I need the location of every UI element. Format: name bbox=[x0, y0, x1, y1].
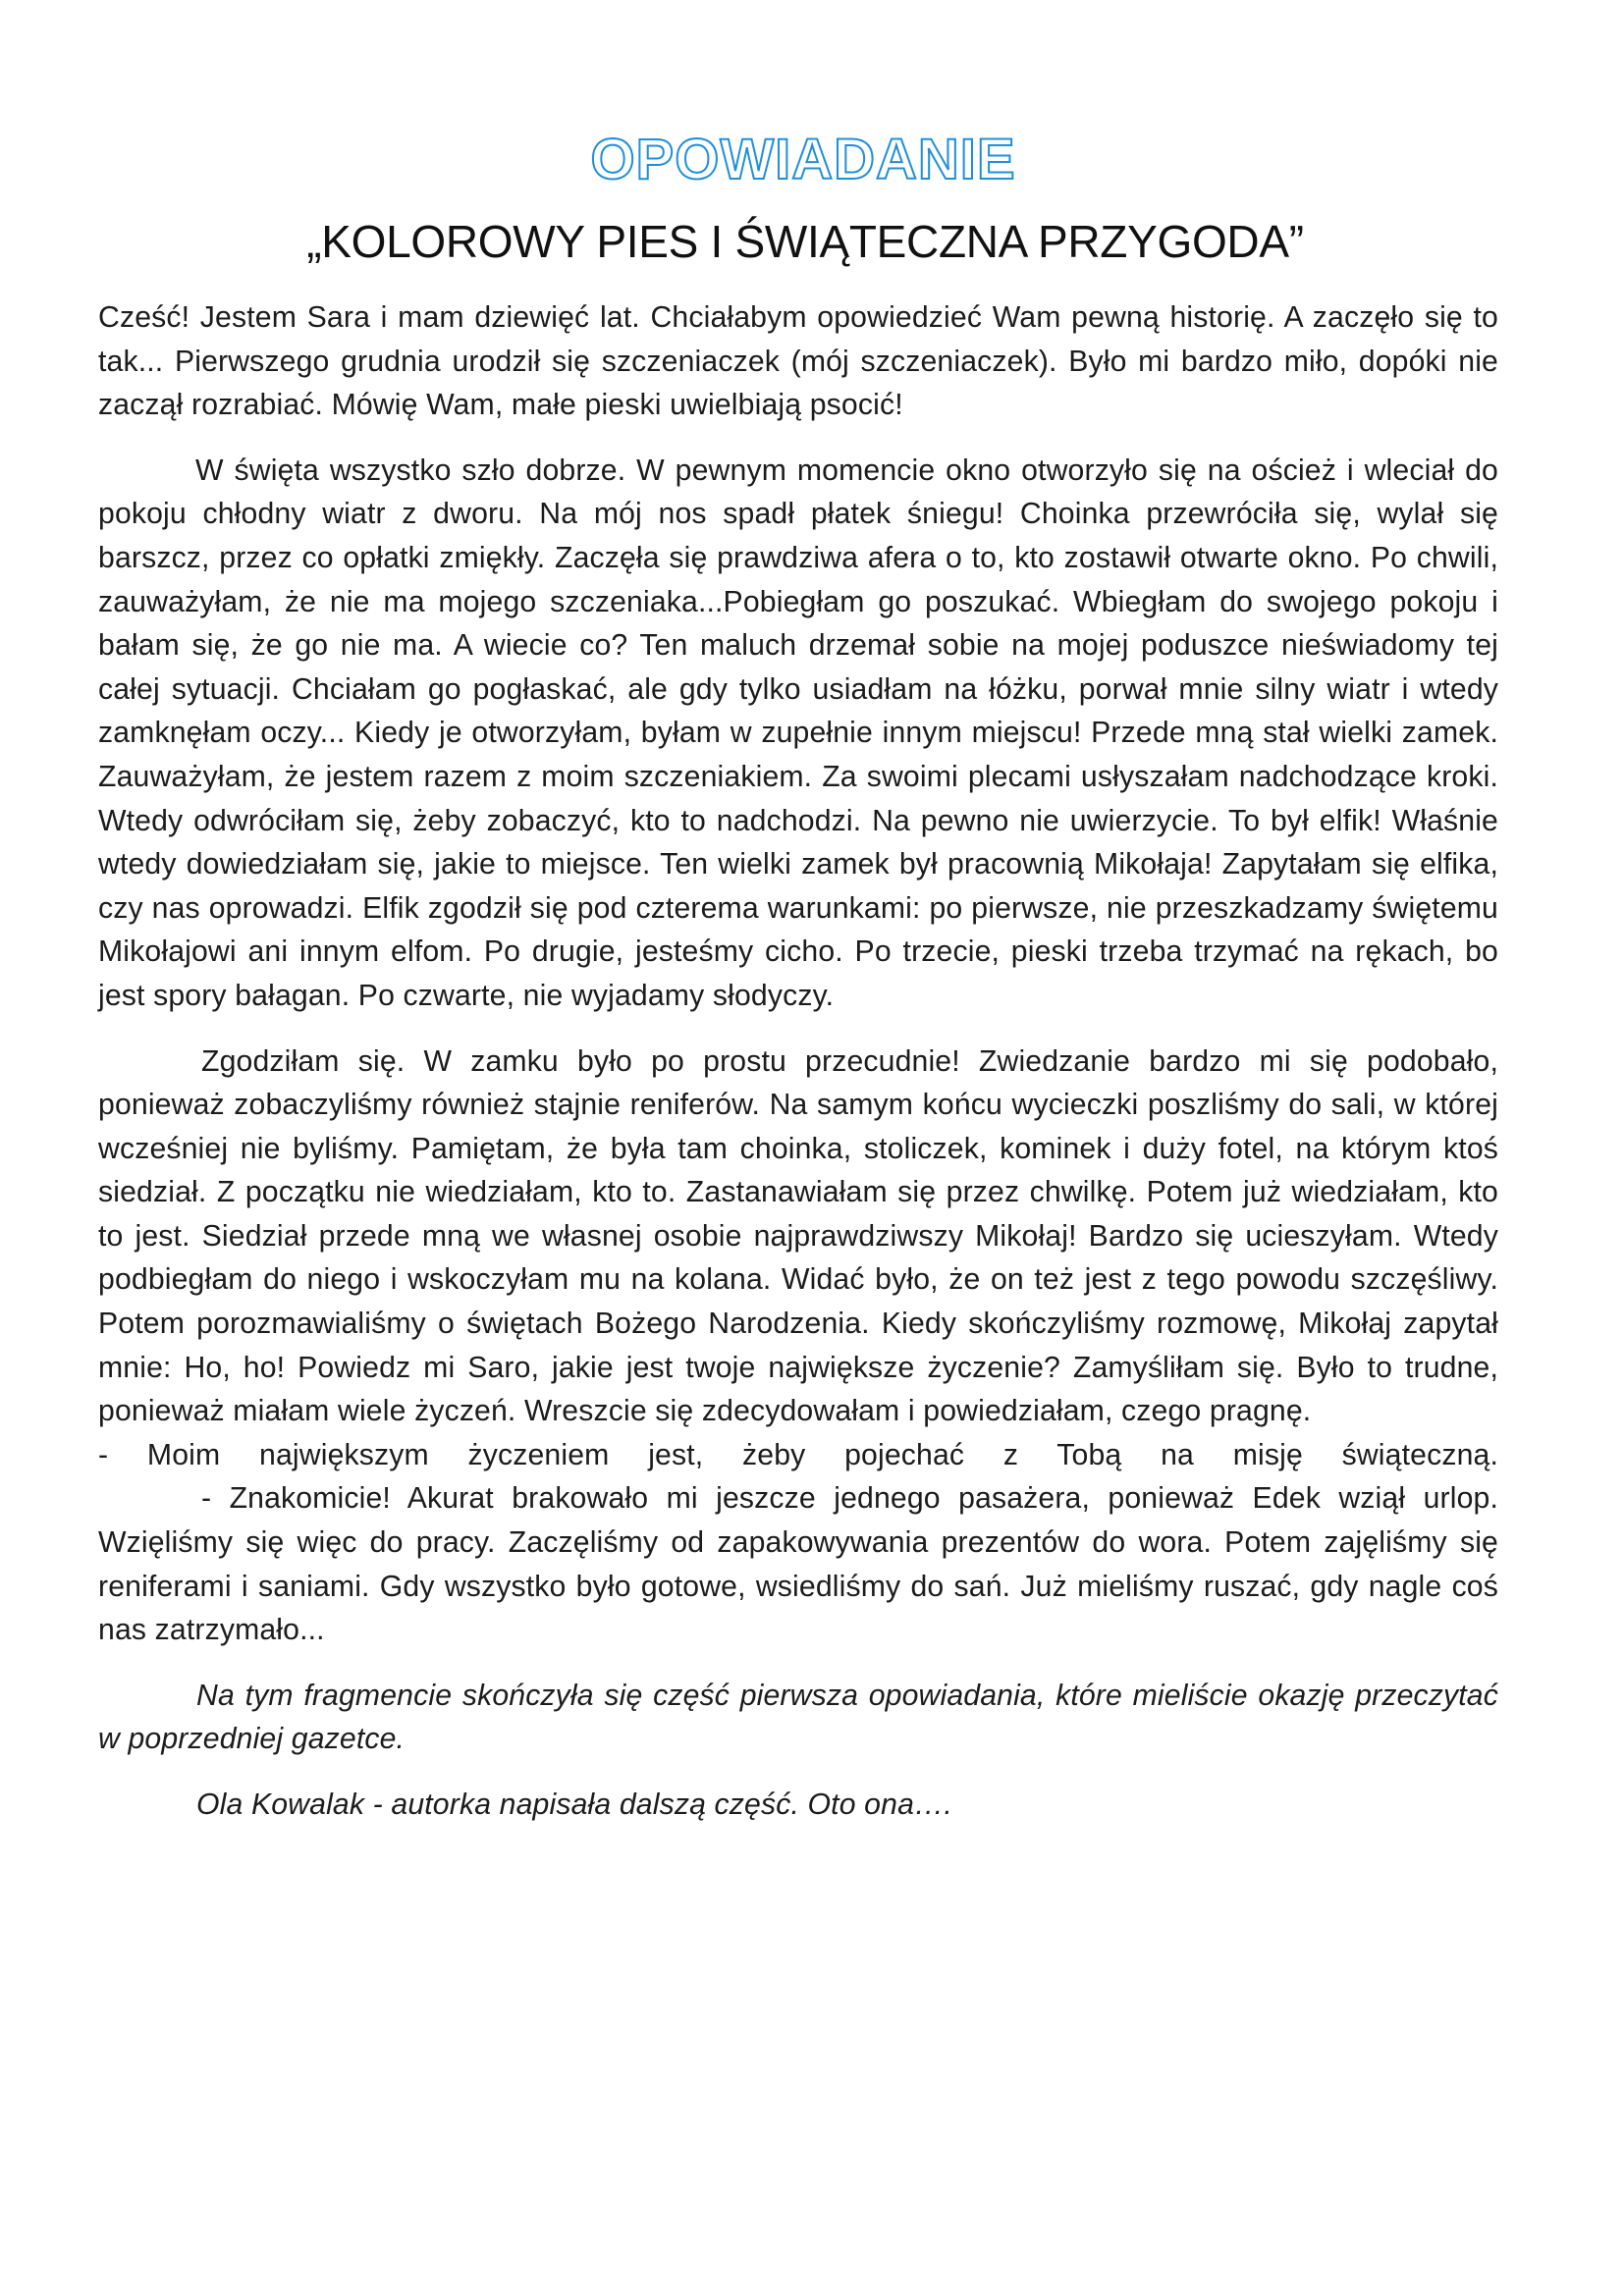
dialog-line-wish: - Moim największym życzeniem jest, żeby pojechać z Tobą na misję świąteczną. bbox=[98, 1438, 1498, 1471]
paragraph-intro: Cześć! Jestem Sara i mam dziewięć lat. Chciałabym opowiedzieć Wam pewną historię. A zaczęło się to tak... Pierwszego grudnia urodził się szczeniaczek (mój szczeniaczek). Było mi bardzo miło, dopóki nie zaczął rozrabiać. Mówię Wam, małe pieski uwielbiają psocić! bbox=[98, 301, 1498, 422]
story-title: „KOLOROWY PIES I ŚWIĄTECZNA PRZYGODA” bbox=[306, 216, 1304, 267]
paragraph-castle-text: Zgodziłam się. W zamku było po prostu przecudnie! Zwiedzanie bardzo mi się podobało, ponieważ zobaczyliśmy również stajnie reniferów. Na samym końcu wycieczki poszliśmy do sali, w której wcześniej nie byliśmy. Pamiętam, że była tam choinka, stoliczek, kominek i duży fotel, na którym ktoś siedział. Z początku nie wiedziałam, kto to. Zastanawiałam się przez chwilkę. Potem już wiedziałam, kto to jest. Siedział przede mną we własnej osobie najprawdziwszy Mikołaj! Bardzo się ucieszyłam. Wtedy podbiegłam do niego i wskoczyłam mu na kolana. Widać było, że on też jest z tego powodu szczęśliwy. Potem porozmawialiśmy o świętach Bożego Narodzenia. Kiedy skończyliśmy rozmowę, Mikołaj zapytał mnie: Ho, ho! Powiedz mi Saro, jakie jest twoje największe życzenie? Zamyśliłam się. Było to trudne, ponieważ miałam wiele życzeń. Wreszcie się zdecydowałam i powiedziałam, czego pragnę. bbox=[98, 1044, 1498, 1428]
paragraph-castle bbox=[98, 1041, 1498, 1653]
paragraph-christmas: W święta wszystko szło dobrze. W pewnym momencie okno otworzyło się na oścież i wleciał do pokoju chłodny wiatr z dworu. Na mój nos spadł płatek śniegu! Choinka przewróciła się, wylał się barszcz, przez co opłatki zmiękły. Zaczęła się prawdziwa afera o to, kto zostawił otwarte okno. Po chwili, zauważyłam, że nie ma mojego szczeniaka...Pobiegłam go poszukać. Wbiegłam do swojego pokoju i bałam się, że go nie ma. A wiecie co? Ten maluch drzemał sobie na mojej poduszce nieświadomy tej całej sytuacji. Chciałam go pogłaskać, ale gdy tylko usiadłam na łóżku, porwał mnie silny wiatr i wtedy zamknęłam oczy... Kiedy je otworzyłam, byłam w zupełnie innym miejscu! Przede mną stał wielki zamek. Zauważyłam, że jestem razem z moim szczeniakiem. Za swoimi plecami usłyszałam nadchodzące kroki. Wtedy odwróciłam się, żeby zobaczyć, kto to nadchodzi. Na pewno nie uwierzycie. To był elfik! Właśnie wtedy dowiedziałam się, jakie to miejsce. Ten wielki zamek był pracownią Mikołaja! Zapytałam się elfika, czy nas oprowadzi. Elfik zgodził się pod czterema warunkami: po pierwsze, nie przeszkadzamy świętemu Mikołajowi ani innym elfom. Po drugie, jesteśmy cicho. Po trzecie, pieski trzeba trzymać na rękach, bo jest spory bałagan. Po czwarte, nie wyjadamy słodyczy. bbox=[98, 454, 1498, 1012]
paragraph-author: Ola Kowalak - autorka napisała dalszą część. Oto ona…. bbox=[196, 1789, 952, 1821]
section-heading: OPOWIADANIE bbox=[590, 128, 1016, 191]
paragraph-note: Na tym fragmencie skończyła się część pierwsza opowiadania, które mieliście okazję przeczytać w poprzedniej gazetce. bbox=[98, 1679, 1498, 1756]
dialog-line-reply: - Znakomicie! Akurat brakowało mi jeszcze jednego pasażera, ponieważ Edek wziął urlop. Wzięliśmy się więc do pracy. Zaczęliśmy od zapakowywania prezentów do wora. Potem zajęliśmy się reniferami i saniami. Gdy wszystko było gotowe, wsiedliśmy do sań. Już mieliśmy ruszać, gdy nagle coś nas zatrzymało... bbox=[98, 1482, 1498, 1647]
